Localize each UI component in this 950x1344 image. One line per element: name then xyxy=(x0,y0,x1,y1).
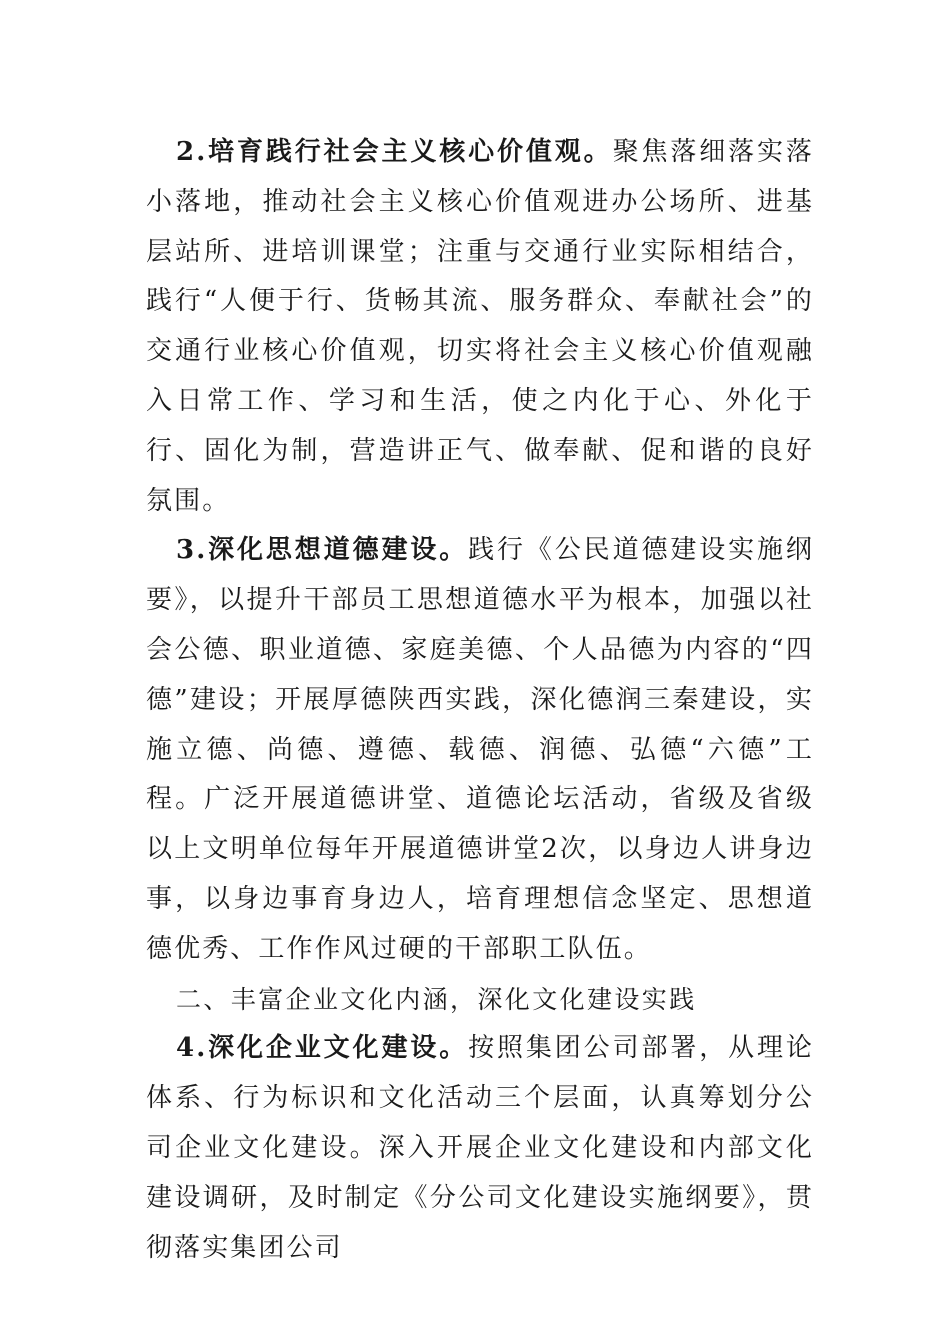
paragraph-lead-corporate-culture: 4.深化企业文化建设。 xyxy=(176,1033,469,1064)
section-heading-culture: 二、丰富企业文化内涵，深化文化建设实践 xyxy=(176,984,697,1014)
paragraph-core-values xyxy=(146,128,814,526)
paragraph-lead-core-values: 2.培育践行社会主义核心价值观。 xyxy=(176,137,613,167)
paragraph-corporate-culture xyxy=(146,1024,814,1273)
paragraph-lead-moral-building: 3.深化思想道德建设。 xyxy=(176,535,469,566)
paragraph-moral-building xyxy=(146,526,814,974)
document-body xyxy=(146,128,814,1273)
paragraph-text-moral-building: 践行《公民道德建设实施纲要》，以提升干部员工思想道德水平为根本，加强以社会公德、职业道德、家庭美德、个人品德为内容的“四德”建设；开展厚德陕西实践，深化德润三秦建设，实施立德、尚德、遵德、载德、润德、弘德“六德”工程。广泛开展道德讲堂、道德论坛活动，省级及省级以上文明单位每年开展道德讲堂2次，以身边人讲身边事，以身边事育身边人，培育理想信念坚定、思想道德优秀、工作作风过硬的干部职工队伍。 xyxy=(146,535,814,964)
paragraph-text-core-values: 聚焦落细落实落小落地，推动社会主义核心价值观进办公场所、进基层站所、进培训课堂；注重与交通行业实际相结合，践行“人便于行、货畅其流、服务群众、奉献社会”的交通行业核心价值观，切实将社会主义核心价值观融入日常工作、学习和生活，使之内化于心、外化于行、固化为制，营造讲正气、做奉献、促和谐的良好氛围。 xyxy=(146,137,814,516)
paragraph-text-corporate-culture: 按照集团公司部署，从理论体系、行为标识和文化活动三个层面，认真筹划分公司企业文化建设。深入开展企业文化建设和内部文化建设调研，及时制定《分公司文化建设实施纲要》，贯彻落实集团公司 xyxy=(146,1033,814,1263)
